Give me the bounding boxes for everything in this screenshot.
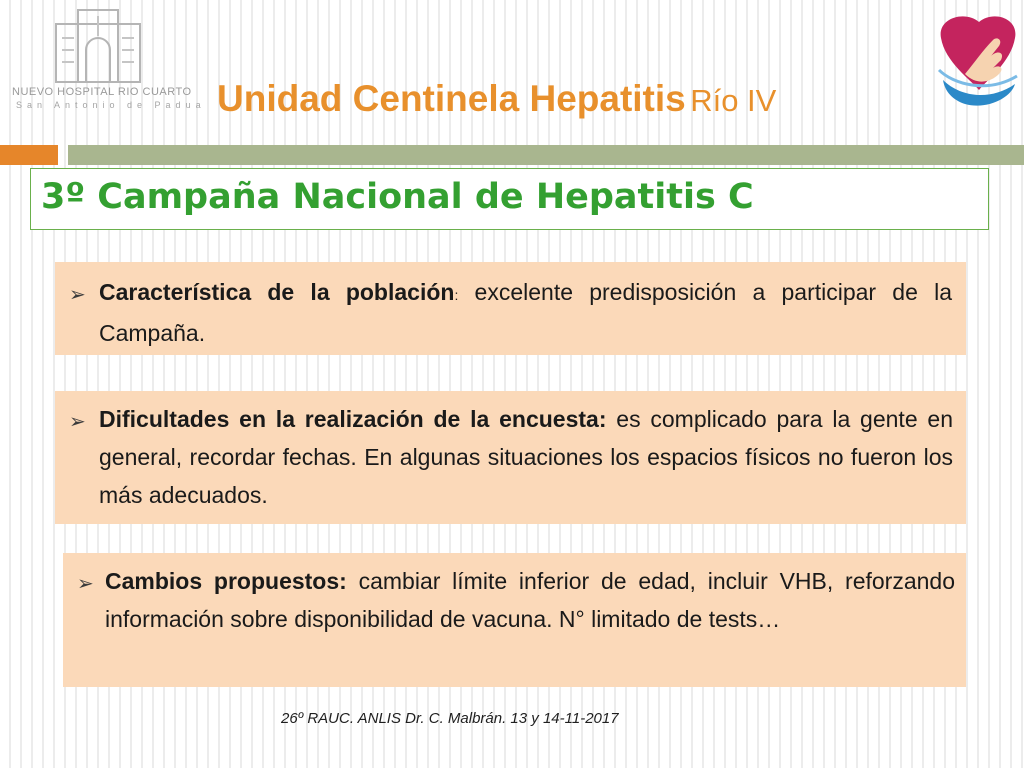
bullet-title: Característica de la población bbox=[99, 279, 455, 305]
bullet-text bbox=[105, 562, 955, 638]
bullet-title: Cambios propuestos: bbox=[105, 568, 347, 594]
heading-box bbox=[30, 168, 989, 230]
hospital-subtitle: San Antonio de Padua bbox=[16, 100, 206, 110]
bullet-card-dificultades bbox=[55, 391, 966, 524]
bullet-body: cambiar límite inferior de edad, incluir VHB, reforzando información sobre disponibilidad de vacuna. N° limitado de tests… bbox=[105, 568, 955, 632]
hospital-name: NUEVO HOSPITAL RIO CUARTO bbox=[12, 86, 192, 98]
hands-heart-icon bbox=[935, 10, 1021, 110]
bullet-text bbox=[99, 273, 952, 352]
arrow-bullet-icon: ➢ bbox=[69, 411, 86, 433]
accent-bar-olive bbox=[68, 145, 1024, 165]
accent-bar-orange bbox=[0, 145, 58, 165]
hospital-building-icon bbox=[48, 6, 148, 84]
footer-caption: 26º RAUC. ANLIS Dr. C. Malbrán. 13 y 14-11-2017 bbox=[281, 710, 619, 727]
bullet-card-cambios bbox=[63, 553, 966, 687]
bullet-text bbox=[99, 400, 953, 514]
bullet-title: Dificultades en la realización de la encuesta: bbox=[99, 406, 607, 432]
hospital-logo bbox=[10, 4, 206, 114]
bullet-body: excelente predisposición a participar de la Campaña. bbox=[99, 279, 952, 346]
bullet-separator: : bbox=[454, 287, 459, 303]
arrow-bullet-icon: ➢ bbox=[69, 284, 86, 306]
bullet-body: es complicado para la gente en general, recordar fechas. En algunas situaciones los espacios físicos no fueron los más adecuados. bbox=[99, 406, 953, 508]
arrow-bullet-icon: ➢ bbox=[77, 573, 94, 595]
page-title-sub: Río IV bbox=[690, 83, 777, 118]
page-title-main: Unidad Centinela Hepatitis bbox=[217, 78, 686, 119]
bullet-card-poblacion bbox=[55, 262, 966, 355]
page-title bbox=[217, 78, 776, 120]
campaign-logo bbox=[935, 10, 1024, 110]
section-heading: 3º Campaña Nacional de Hepatitis C bbox=[41, 177, 754, 217]
